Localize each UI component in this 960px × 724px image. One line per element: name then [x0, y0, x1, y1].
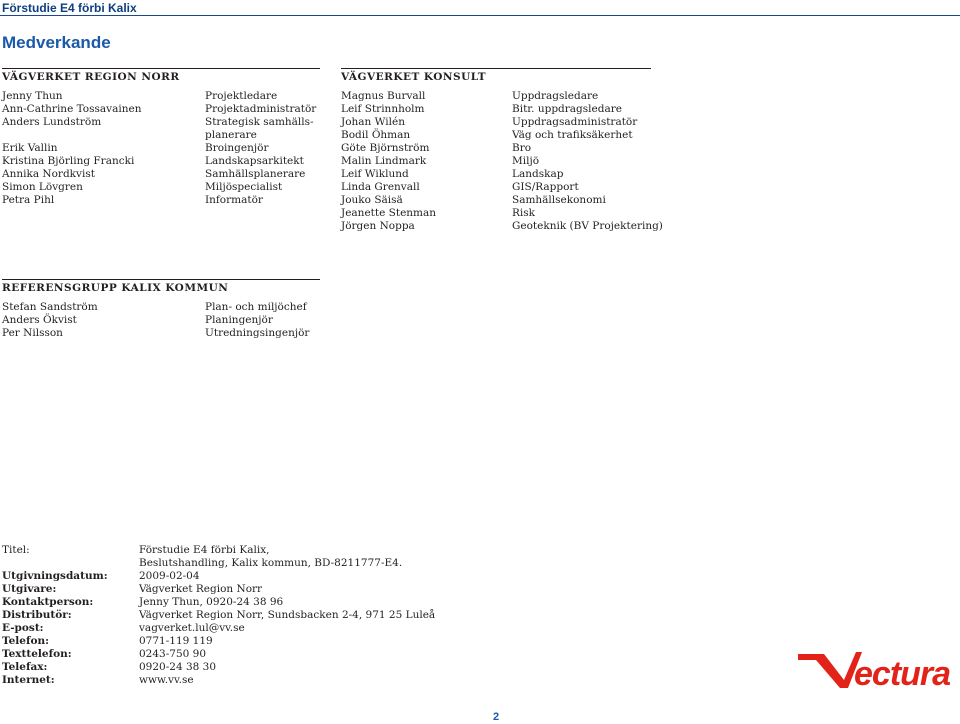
- person-name: Ann-Cathrine Tossavainen: [2, 103, 142, 115]
- person-role: Bro: [512, 142, 532, 154]
- person-name: Jenny Thun: [2, 90, 63, 102]
- vectura-logo-icon: [798, 648, 960, 692]
- person-name: Per Nilsson: [2, 327, 63, 339]
- person-name: Anders Ökvist: [2, 314, 77, 326]
- person-role: Uppdragsledare: [512, 90, 599, 102]
- section-divider: [2, 68, 320, 69]
- colophon-value: 2009-02-04: [139, 570, 200, 582]
- colophon-value: Förstudie E4 förbi Kalix,: [139, 544, 270, 556]
- person-name: Jouko Säisä: [341, 194, 403, 206]
- colophon-label: Telefax:: [2, 661, 48, 673]
- person-name: Jeanette Stenman: [341, 207, 437, 219]
- header-divider: [0, 15, 960, 16]
- colophon-label: E-post:: [2, 622, 44, 634]
- person-role: Utredningsingenjör: [205, 327, 310, 339]
- person-role: GIS/Rapport: [512, 181, 579, 193]
- person-role: Landskap: [512, 168, 564, 180]
- section-divider: [2, 279, 320, 280]
- colophon-value: 0771-119 119: [139, 635, 213, 647]
- referensgrupp-roles: [205, 301, 309, 340]
- colophon-label: Kontaktperson:: [2, 596, 94, 608]
- colophon-label: Internet:: [2, 674, 55, 686]
- person-role: Plan- och miljöchef: [205, 301, 307, 313]
- colophon-value: 0920-24 38 30: [139, 661, 217, 673]
- person-role: Samhällsplanerare: [205, 168, 306, 180]
- person-role: Uppdragsadministratör: [512, 116, 638, 128]
- person-role: Miljöspecialist: [205, 181, 283, 193]
- colophon-label: Telefon:: [2, 635, 49, 647]
- person-name: Malin Lindmark: [341, 155, 427, 167]
- colophon-label: Distributör:: [2, 609, 72, 621]
- person-name: Bodil Öhman: [341, 129, 411, 141]
- person-name: Leif Wiklund: [341, 168, 409, 180]
- region-norr-names: [2, 90, 141, 207]
- section-heading-region-norr: VÄGVERKET REGION NORR: [2, 71, 180, 83]
- colophon-value: Vägverket Region Norr, Sundsbacken 2-4, 971 25 Luleå: [139, 609, 436, 621]
- person-role: Strategisk samhälls-: [205, 116, 314, 128]
- person-role: planerare: [205, 129, 257, 141]
- person-role: Informatör: [205, 194, 263, 206]
- colophon-label: Texttelefon:: [2, 648, 72, 660]
- person-name: Leif Strinnholm: [341, 103, 425, 115]
- page-title: Medverkande: [2, 33, 111, 52]
- section-heading-konsult: VÄGVERKET KONSULT: [341, 71, 487, 83]
- colophon-label: Utgivningsdatum:: [2, 570, 108, 582]
- person-role: Miljö: [512, 155, 540, 167]
- page-number: 2: [493, 711, 500, 723]
- colophon-value: Beslutshandling, Kalix kommun, BD-8211777-E4.: [139, 557, 403, 569]
- referensgrupp-names: [2, 301, 98, 340]
- person-name: Erik Vallin: [2, 142, 58, 154]
- colophon-value: Jenny Thun, 0920-24 38 96: [139, 596, 284, 608]
- person-role: Broingenjör: [205, 142, 269, 154]
- colophon-value: vagverket.lul@vv.se: [139, 622, 245, 634]
- person-role: Geoteknik (BV Projektering): [512, 220, 663, 232]
- person-role: Samhällsekonomi: [512, 194, 606, 206]
- person-name: Linda Grenvall: [341, 181, 420, 193]
- konsult-names: [341, 90, 436, 233]
- person-name: Anders Lundström: [2, 116, 102, 128]
- person-name: Göte Björnström: [341, 142, 430, 154]
- person-role: Projektadministratör: [205, 103, 317, 115]
- person-role: Väg och trafiksäkerhet: [512, 129, 633, 141]
- person-name: Johan Wilén: [341, 116, 405, 128]
- person-role: Bitr. uppdragsledare: [512, 103, 622, 115]
- person-name: Stefan Sandström: [2, 301, 98, 313]
- person-role: Landskapsarkitekt: [205, 155, 304, 167]
- person-role: Planingenjör: [205, 314, 273, 326]
- person-name: Simon Lövgren: [2, 181, 83, 193]
- colophon-label: Utgivare:: [2, 583, 57, 595]
- person-role: Projektledare: [205, 90, 278, 102]
- svg-text:ectura: ectura: [854, 655, 951, 692]
- colophon-value: Vägverket Region Norr: [139, 583, 263, 595]
- person-name: [2, 129, 141, 142]
- region-norr-roles: [205, 90, 316, 207]
- person-role: Risk: [512, 207, 536, 219]
- konsult-roles: [512, 90, 663, 233]
- person-name: Annika Nordkvist: [2, 168, 95, 180]
- person-name: Jörgen Noppa: [341, 220, 415, 232]
- colophon-value: www.vv.se: [139, 674, 194, 686]
- person-name: Petra Pihl: [2, 194, 55, 206]
- person-name: Kristina Björling Francki: [2, 155, 135, 167]
- section-divider: [341, 68, 651, 69]
- colophon-label: Titel:: [2, 544, 30, 556]
- colophon-value: 0243-750 90: [139, 648, 207, 660]
- person-name: Magnus Burvall: [341, 90, 426, 102]
- running-header-title: Förstudie E4 förbi Kalix: [2, 1, 137, 15]
- section-heading-referensgrupp: REFERENSGRUPP KALIX KOMMUN: [2, 282, 229, 294]
